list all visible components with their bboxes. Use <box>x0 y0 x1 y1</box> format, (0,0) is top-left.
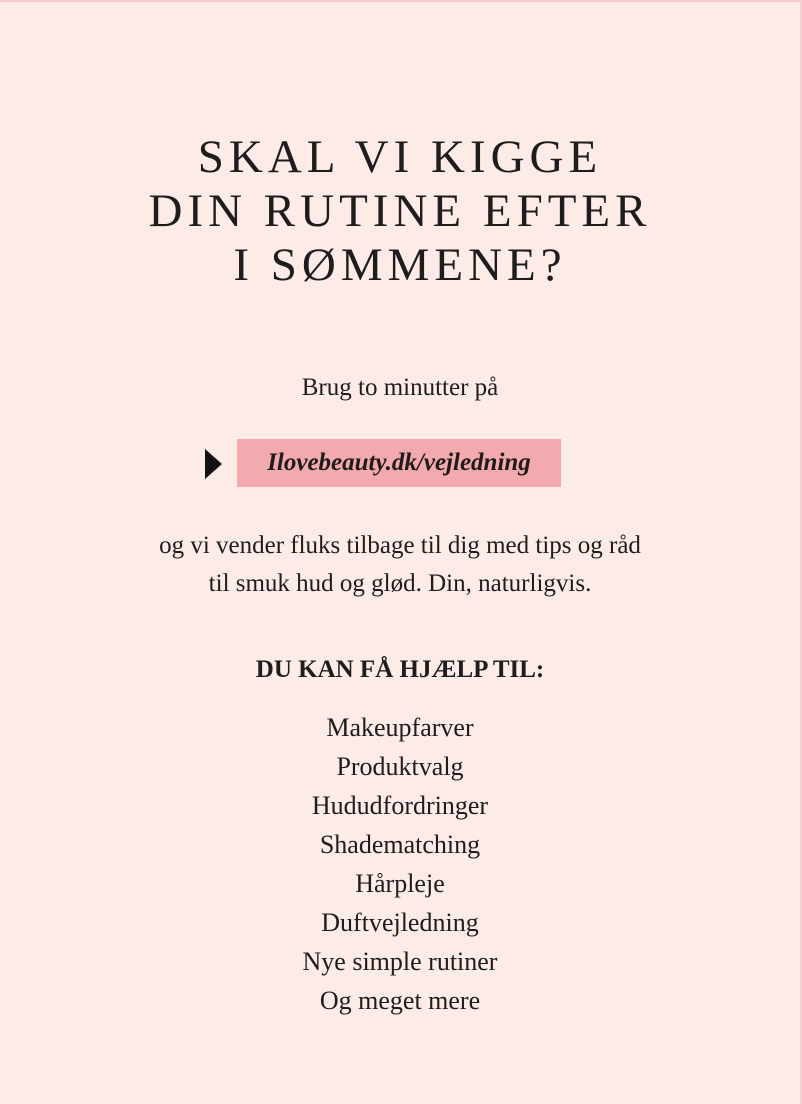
headline-line-1: SKAL VI KIGGE <box>197 131 603 183</box>
list-item: Makeupfarver <box>326 713 474 742</box>
body-line-2: til smuk hud og glød. Din, naturligvis. <box>208 570 592 597</box>
link-row <box>0 439 800 487</box>
list-item: Hududfordringer <box>311 791 489 820</box>
play-triangle-icon <box>205 449 222 479</box>
list-item: Duftvejledning <box>321 908 479 937</box>
list-item: Shadematching <box>319 830 481 859</box>
list-item: Hårpleje <box>355 869 445 898</box>
headline-line-2: DIN RUTINE EFTER <box>148 185 652 237</box>
help-list <box>0 708 800 1020</box>
body-line-1: og vi vender fluks tilbage til dig med tips og råd <box>159 532 641 559</box>
help-heading: DU KAN FÅ HJÆLP TIL: <box>255 656 545 683</box>
list-item: Produktvalg <box>336 752 464 781</box>
list-item: Og meget mere <box>319 986 481 1015</box>
body-text <box>0 527 800 603</box>
list-item: Nye simple rutiner <box>302 947 498 976</box>
headline <box>0 130 800 292</box>
headline-line-3: I SØMMENE? <box>233 239 567 291</box>
intro-text: Brug to minutter på <box>301 374 499 401</box>
guidance-link[interactable]: Ilovebeauty.dk/vejledning <box>237 439 561 487</box>
